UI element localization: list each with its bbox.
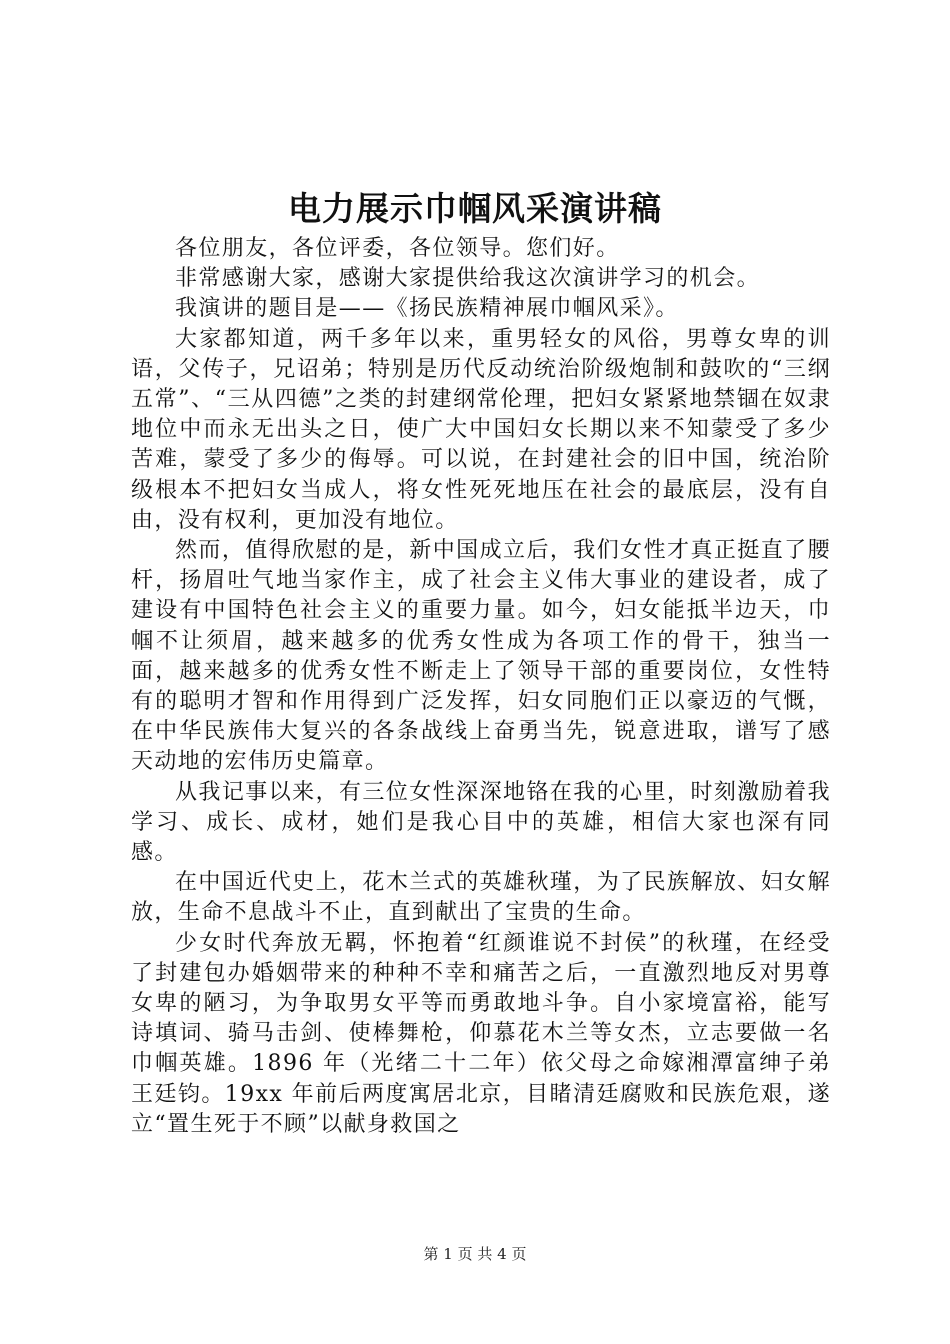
paragraph-topic: 我演讲的题目是——《扬民族精神展巾帼风采》。 [175,296,679,322]
paragraph-qiujin-life: 少女时代奔放无羁，怀抱着“红颜谁说不封侯”的秋瑾，在经受了封建包办婚姻带来的种种不幸和痛苦之后，一直激烈地反对男尊女卑的陋习，为争取男女平等而勇敢地斗争。自小家境富裕，能写诗填词、骑马击剑、使棒舞枪，仰慕花木兰等女杰，立志要做一名巾帼英雄。1896 年（光绪二十二年）依父母之命嫁湘潭富绅子弟王廷钧。19xx 年前后两度寓居北京，目睹清廷腐败和民族危艰，遂立“置生死于不顾”以献身救国之 [131,930,831,1137]
paragraph-thanks: 非常感谢大家，感谢大家提供给我这次演讲学习的机会。 [175,266,761,292]
paragraph-qiujin-intro: 在中国近代史上，花木兰式的英雄秋瑾，为了民族解放、妇女解放，生命不息战斗不止，直到献出了宝贵的生命。 [131,870,831,926]
paragraph-history: 大家都知道，两千多年以来，重男轻女的风俗，男尊女卑的训语，父传子，兄诏弟；特别是历代反动统治阶级炮制和鼓吹的“三纲五常”、“三从四德”之类的封建纲常伦理，把妇女紧紧地禁锢在奴隶地位中而永无出头之日，使广大中国妇女长期以来不知蒙受了多少苦难，蒙受了多少的侮辱。可以说，在封建社会的旧中国，统治阶级根本不把妇女当成人，将女性死死地压在社会的最底层，没有自由，没有权利，更加没有地位。 [131,326,831,533]
page-number-footer: 第 1 页 共 4 页 [423,1245,527,1263]
paragraph-three-women: 从我记事以来，有三位女性深深地铬在我的心里，时刻激励着我学习、成长、成材，她们是我心目中的英雄，相信大家也深有同感。 [131,779,831,866]
paragraph-new-china: 然而，值得欣慰的是，新中国成立后，我们女性才真正挺直了腰杆，扬眉吐气地当家作主，成了社会主义伟大事业的建设者，成了建设有中国特色社会主义的重要力量。如今，妇女能抵半边天，巾帼不让须眉，越来越多的优秀女性成为各项工作的骨干，独当一面，越来越多的优秀女性不断走上了领导干部的重要岗位，女性特有的聪明才智和作用得到广泛发挥，妇女同胞们正以豪迈的气慨，在中华民族伟大复兴的各条战线上奋勇当先，锐意进取，谱写了感天动地的宏伟历史篇章。 [131,538,831,775]
paragraph-greeting: 各位朋友，各位评委，各位领导。您们好。 [175,236,620,261]
document-title: 电力展示巾帼风采演讲稿 [288,189,662,228]
document-body [131,234,831,1140]
